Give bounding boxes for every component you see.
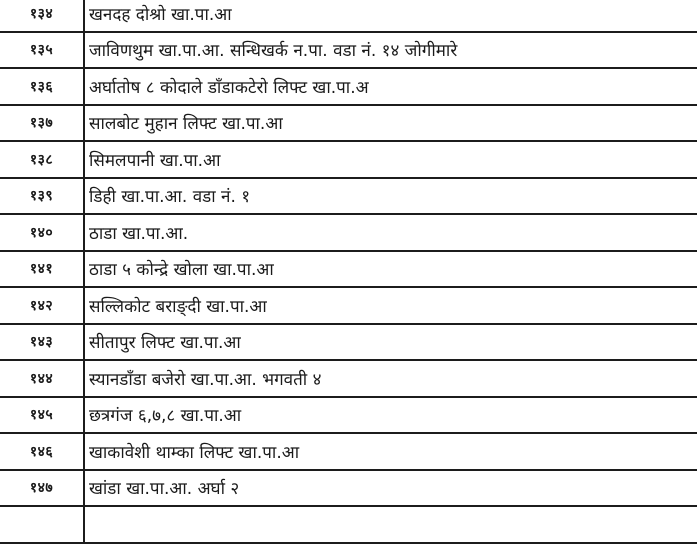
project-name: छत्रगंज ६,७,८ खा.पा.आ — [84, 397, 697, 434]
table-row — [0, 433, 697, 470]
project-name: अर्घातोष ८ कोदाले डाँडाकटेरो लिफ्ट खा.पा.अ — [84, 68, 697, 105]
table-row — [0, 397, 697, 434]
project-name: ठाडा खा.पा.आ. — [84, 214, 697, 251]
row-number: १४५ — [0, 397, 84, 434]
row-number: १४७ — [0, 470, 84, 507]
project-name — [84, 506, 697, 543]
table-row — [0, 178, 697, 215]
table-row — [0, 214, 697, 251]
project-name: सिमलपानी खा.पा.आ — [84, 141, 697, 178]
row-number: १३६ — [0, 68, 84, 105]
project-name: जाविणथुम खा.पा.आ. सन्धिखर्क न.पा. वडा नं. १४ जोगीमारे — [84, 32, 697, 69]
table-row — [0, 287, 697, 324]
row-number: १३४ — [0, 0, 84, 32]
table-row — [0, 506, 697, 543]
project-name: स्यानडाँडा बजेरो खा.पा.आ. भगवती ४ — [84, 360, 697, 397]
project-name: खाकावेशी थाम्का लिफ्ट खा.पा.आ — [84, 433, 697, 470]
table-row — [0, 470, 697, 507]
table-row — [0, 324, 697, 361]
table-row — [0, 360, 697, 397]
project-name: सालबोट मुहान लिफ्ट खा.पा.आ — [84, 105, 697, 142]
table-row — [0, 105, 697, 142]
row-number: १४४ — [0, 360, 84, 397]
project-name: ठाडा ५ कोन्द्रे खोला खा.पा.आ — [84, 251, 697, 288]
table-row — [0, 141, 697, 178]
row-number — [0, 506, 84, 543]
row-number: १३५ — [0, 32, 84, 69]
project-name: डिही खा.पा.आ. वडा नं. १ — [84, 178, 697, 215]
row-number: १४० — [0, 214, 84, 251]
row-number: १३७ — [0, 105, 84, 142]
table-row — [0, 251, 697, 288]
project-name: खनदह दोश्रो खा.पा.आ — [84, 0, 697, 32]
row-number: १३९ — [0, 178, 84, 215]
row-number: १४२ — [0, 287, 84, 324]
project-name: सीतापुर लिफ्ट खा.पा.आ — [84, 324, 697, 361]
row-number: १४३ — [0, 324, 84, 361]
project-name: खांडा खा.पा.आ. अर्घा २ — [84, 470, 697, 507]
table-row — [0, 32, 697, 69]
table-row — [0, 68, 697, 105]
row-number: १३८ — [0, 141, 84, 178]
row-number: १४६ — [0, 433, 84, 470]
row-number: १४१ — [0, 251, 84, 288]
table-row — [0, 0, 697, 32]
project-name: सल्लिकोट बराङ्दी खा.पा.आ — [84, 287, 697, 324]
